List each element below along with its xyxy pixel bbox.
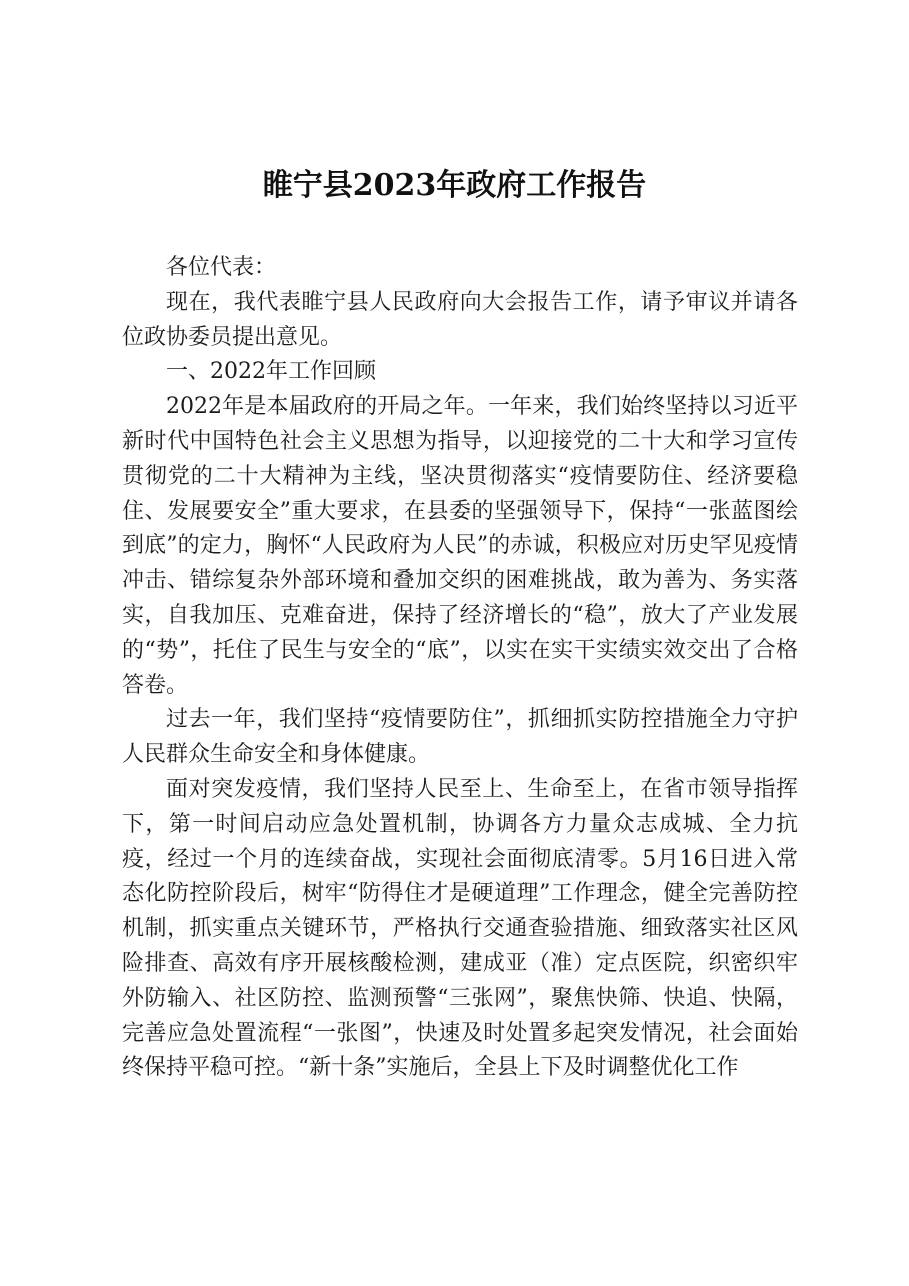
document-title: 睢宁县2023年政府工作报告 xyxy=(262,168,647,203)
epidemic-detail-paragraph: 面对突发疫情，我们坚持人民至上、生命至上，在省市领导指挥下，第一时间启动应急处置机制，协调各方力量众志成城、全力抗疫，经过一个月的连续奋战，实现社会面彻底清零。5月16日进入常态化防控阶段后，树牢“防得住才是硬道理”工作理念，健全完善防控机制，抓实重点关键环节，严格执行交通查验措施、细致落实社区风险排查、高效有序开展核酸检测，建成亚（准）定点医院，织密织牢外防输入、社区防控、监测预警“三张网”，聚焦快筛、快追、快隔，完善应急处置流程“一张图”，快速及时处置多起突发情况，社会面始终保持平稳可控。“新十条”实施后，全县上下及时调整优化工作 xyxy=(122,776,798,1081)
section-heading: 一、2022年工作回顾 xyxy=(166,359,376,385)
epidemic-summary-paragraph: 过去一年，我们坚持“疫情要防住”，抓细抓实防控措施全力守护人民群众生命安全和身体健康。 xyxy=(122,707,798,768)
salutation-paragraph: 各位代表： xyxy=(166,255,277,280)
review-paragraph: 2022年是本届政府的开局之年。一年来，我们始终坚持以习近平新时代中国特色社会主义思想为指导，以迎接党的二十大和学习宣传贯彻党的二十大精神为主线，坚决贯彻落实“疫情要防住、经济要稳住、发展要安全”重大要求，在县委的坚强领导下，保持“一张蓝图绘到底”的定力，胸怀“人民政府为人民”的赤诚，积极应对历史罕见疫情冲击、错综复杂外部环境和叠加交织的困难挑战，敢为善为、务实落实，自我加压、克难奋进，保持了经济增长的“稳”，放大了产业发展的“势”，托住了民生与安全的“底”，以实在实干实绩实效交出了合格答卷。 xyxy=(122,394,798,698)
document-body xyxy=(122,251,798,1086)
opening-paragraph: 现在，我代表睢宁县人民政府向大会报告工作，请予审议并请各位政协委员提出意见。 xyxy=(122,289,798,350)
